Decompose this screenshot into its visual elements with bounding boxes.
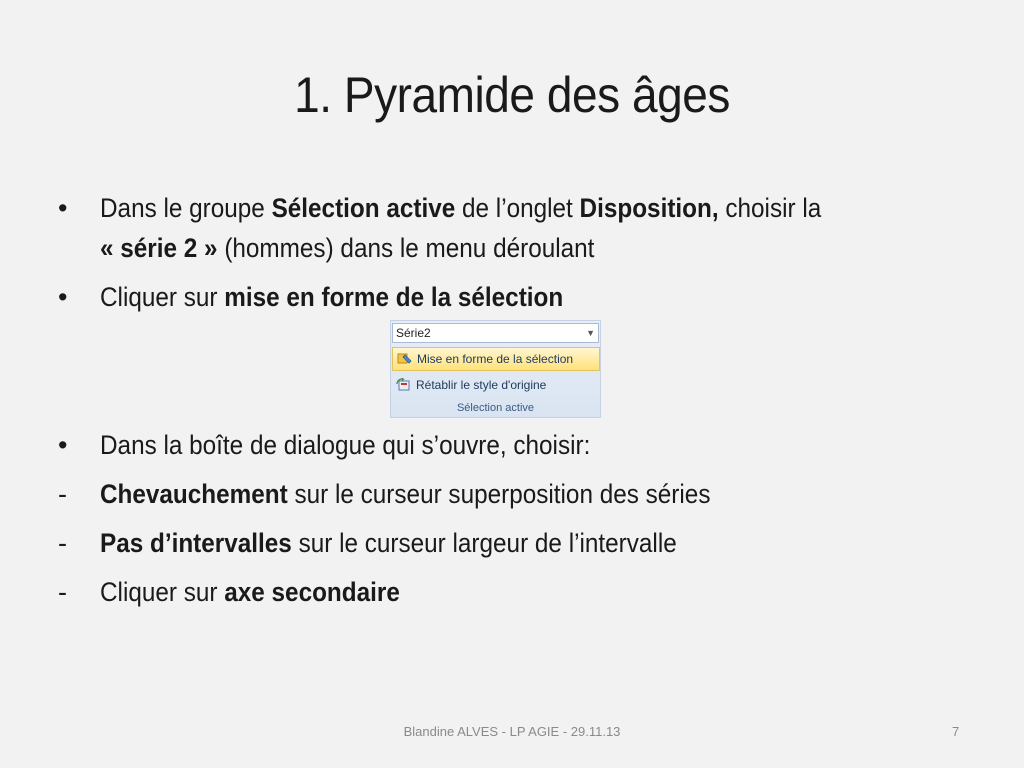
bold-segment: mise en forme de la sélection <box>224 282 564 312</box>
bullet-1-line-1 <box>100 189 821 227</box>
dash-marker: - <box>58 479 67 509</box>
text-segment: (hommes) dans le menu déroulant <box>217 233 595 263</box>
text-segment: Cliquer sur <box>100 577 225 607</box>
slide-title: 1. Pyramide des âges <box>294 67 730 123</box>
bold-segment: Pas d’intervalles <box>100 528 292 558</box>
dash-item-3 <box>100 573 400 611</box>
dropdown-value: Série2 <box>396 326 431 340</box>
reset-style-button[interactable] <box>392 374 600 398</box>
page-number: 7 <box>952 724 960 739</box>
text-segment: de l’onglet <box>455 193 580 223</box>
bold-segment: « série 2 » <box>100 233 218 263</box>
bold-segment: Sélection active <box>271 193 456 223</box>
bold-segment: axe secondaire <box>224 577 400 607</box>
format-brush-icon <box>397 352 412 366</box>
dash-marker: - <box>58 577 67 607</box>
text-segment: sur le curseur largeur de l’intervalle <box>291 528 677 558</box>
button-label: Mise en forme de la sélection <box>417 352 574 366</box>
button-label: Rétablir le style d'origine <box>416 378 547 392</box>
bullet-1-line-2 <box>100 229 594 267</box>
group-caption: Sélection active <box>456 402 535 414</box>
text-segment: choisir la <box>718 193 822 223</box>
text-segment: Cliquer sur <box>100 282 225 312</box>
bullet-2 <box>100 278 563 316</box>
bullet-marker: • <box>58 193 68 223</box>
bold-segment: Chevauchement <box>100 479 288 509</box>
series-dropdown[interactable] <box>392 323 599 343</box>
slide-footer: Blandine ALVES - LP AGIE - 29.11.13 <box>403 724 621 739</box>
text-segment: Dans le groupe <box>100 193 272 223</box>
dash-marker: - <box>58 528 67 558</box>
ribbon-selection-group <box>390 320 601 418</box>
text-segment: sur le curseur superposition des séries <box>287 479 711 509</box>
chevron-down-icon[interactable]: ▼ <box>586 328 595 338</box>
bullet-marker: • <box>58 282 68 312</box>
dash-item-2 <box>100 524 677 562</box>
bullet-marker: • <box>58 430 68 460</box>
format-selection-button[interactable] <box>392 347 600 371</box>
dash-item-1 <box>100 475 710 513</box>
reset-style-icon <box>396 378 411 392</box>
bold-segment: Disposition, <box>579 193 719 223</box>
bullet-3: Dans la boîte de dialogue qui s’ouvre, choisir: <box>100 430 591 460</box>
